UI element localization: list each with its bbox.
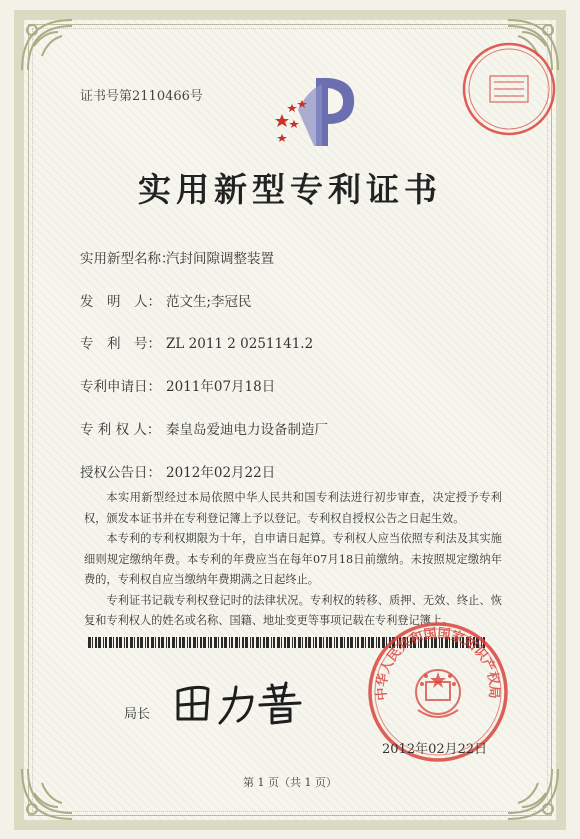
grant-date-field (80, 461, 275, 481)
field-label: 发 明 人： (80, 294, 161, 310)
field-label: 实用新型名称： (80, 251, 175, 267)
seal-icon (460, 40, 558, 138)
seal-date: 2012年02月22日 (382, 742, 488, 757)
filing-date-field (80, 375, 275, 395)
field-label: 授权公告日： (80, 465, 161, 481)
body-paragraph: 本专利的专利权期限为十年，自申请日起算。专利权人应当依照专利法及其实施细则规定缴纳年费。本专利的年费应当在每年07月18日前缴纳。未按照规定缴纳年费的，专利权自应当缴纳年费期满之日起终止。 (84, 532, 502, 586)
corner-ornament-icon (18, 16, 76, 74)
patentee-field (80, 418, 328, 438)
field-label: 专 利 权 人： (80, 422, 161, 438)
patent-office-logo-icon (268, 70, 358, 150)
field-value: ZL 2011 2 0251141.2 (166, 336, 314, 352)
seal-text: 中华人民共和国国家知识产权局 (374, 626, 502, 701)
director-label: 局长 (124, 707, 151, 722)
utility-model-name-field (80, 247, 274, 267)
patent-number-field (80, 332, 313, 352)
field-value: 范文生;李冠民 (166, 294, 252, 310)
field-value: 汽封间隙调整装置 (166, 251, 274, 267)
body-paragraph: 本实用新型经过本局依照中华人民共和国专利法进行初步审查，决定授予专利权，颁发本证书并在专利登记簿上予以登记。专利权自授权公告之日起生效。 (84, 491, 502, 525)
certificate-number: 证书号第2110466号 (80, 89, 203, 104)
field-label: 专利申请日： (80, 379, 161, 395)
certificate-title: 实用新型专利证书 (138, 170, 442, 209)
field-value: 2011年07月18日 (166, 379, 276, 395)
field-value: 2012年02月22日 (166, 465, 276, 481)
field-label: 专 利 号： (80, 336, 161, 352)
field-value: 秦皇岛爱迪电力设备制造厂 (166, 422, 328, 438)
svg-text:中华人民共和国国家知识产权局 (374, 625, 502, 701)
page-number: 第 1 页（共 1 页） (243, 776, 337, 789)
director-signature-icon (168, 675, 308, 730)
body-paragraph: 专利证书记载专利权登记时的法律状况。专利权的转移、质押、无效、终止、恢复和专利权人的姓名或名称、国籍、地址变更等事项记载在专利登记簿上。 (84, 593, 502, 627)
inventor-field (80, 290, 252, 310)
certificate-body (84, 488, 502, 632)
